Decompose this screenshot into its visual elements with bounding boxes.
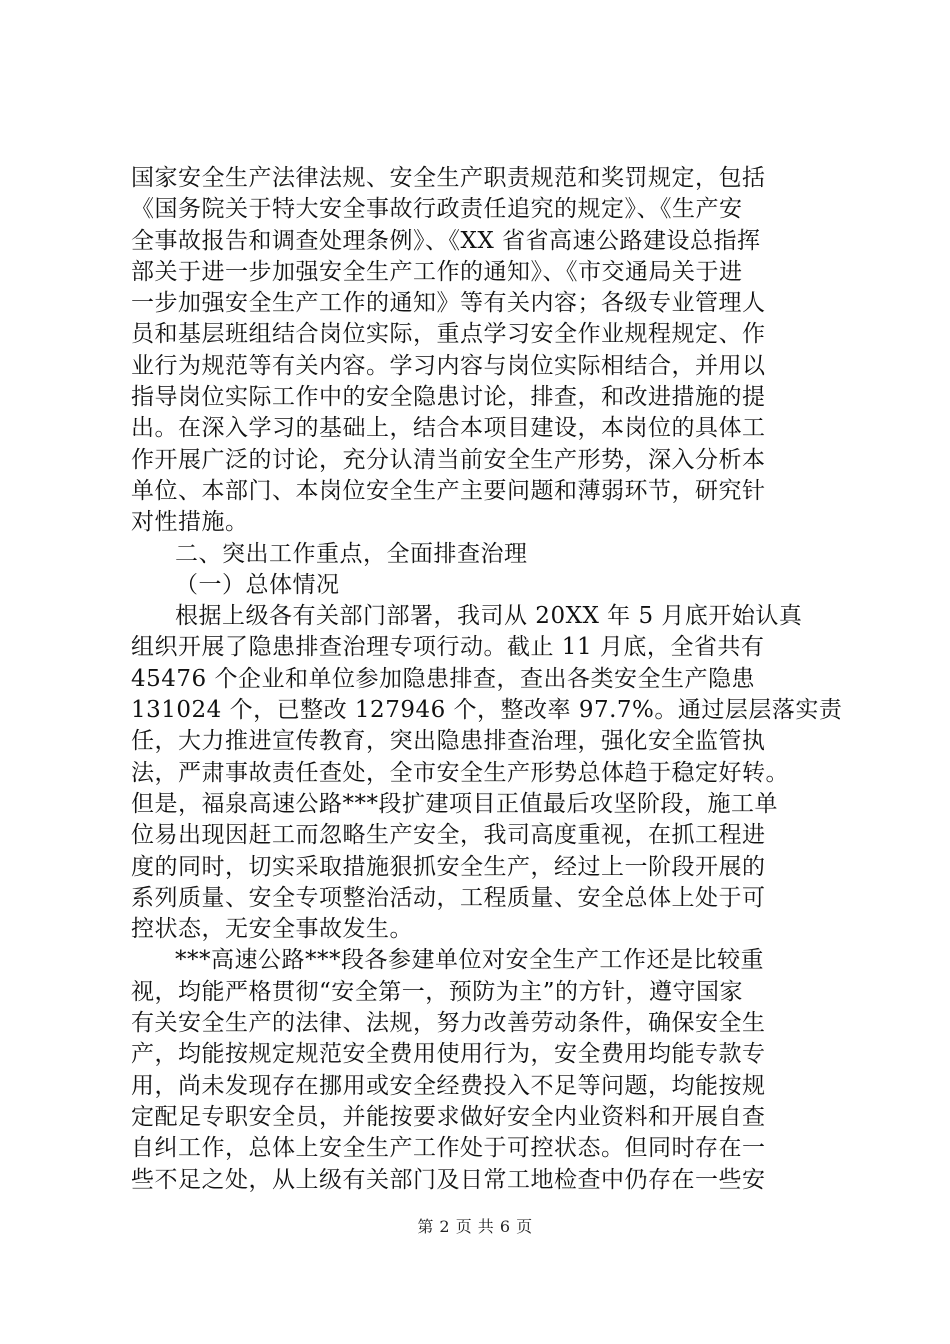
text-line: 些不足之处，从上级有关部门及日常工地检查中仍存在一些安	[131, 1166, 766, 1193]
text-line: 视，均能严格贯彻“安全第一，预防为主”的方针，遵守国家	[131, 978, 744, 1005]
text-line: 对性措施。	[131, 509, 249, 536]
text-line: 一步加强安全生产工作的通知》等有关内容；各级专业管理人	[131, 290, 766, 317]
text-line: 根据上级各有关部门部署，我司从 20XX 年 5 月底开始认真	[175, 603, 803, 630]
page-footer: 第 2 页 共 6 页	[417, 1217, 533, 1236]
body-text	[131, 163, 843, 1196]
text-line: 国家安全生产法律法规、安全生产职责规范和奖罚规定，包括	[131, 165, 766, 191]
text-line: 组织开展了隐患排查治理专项行动。截止 11 月底，全省共有	[131, 634, 765, 661]
text-line: 用，尚未发现存在挪用或安全经费投入不足等问题，均能按规	[131, 1072, 766, 1099]
text-line: 但是，福泉高速公路***段扩建项目正值最后攻坚阶段，施工单	[131, 790, 778, 817]
text-line: 131024 个，已整改 127946 个，整改率 97.7%。通过层层落实责	[131, 697, 843, 724]
text-line: 任，大力推进宣传教育，突出隐患排查治理，强化安全监管执	[131, 728, 766, 755]
text-line: 自纠工作，总体上安全生产工作处于可控状态。但同时存在一	[131, 1135, 766, 1162]
subsection-heading: （一）总体情况	[175, 571, 340, 598]
section-heading: 二、突出工作重点，全面排查治理	[175, 540, 528, 567]
text-line: 作开展广泛的讨论，充分认清当前安全生产形势，深入分析本	[131, 446, 766, 473]
text-line: 系列质量、安全专项整治活动，工程质量、安全总体上处于可	[131, 884, 766, 911]
text-line: 定配足专职安全员，并能按要求做好安全内业资料和开展自查	[131, 1103, 766, 1130]
text-line: 位易出现因赶工而忽略生产安全，我司高度重视，在抓工程进	[131, 822, 766, 849]
text-line: 部关于进一步加强安全生产工作的通知》、《市交通局关于进	[131, 258, 743, 285]
text-line: ***高速公路***段各参建单位对安全生产工作还是比较重	[175, 947, 764, 974]
text-line: 控状态，无安全事故发生。	[131, 916, 413, 943]
text-line: 法，严肃事故责任查处，全市安全生产形势总体趋于稳定好转。	[131, 759, 789, 786]
text-line: 度的同时，切实采取措施狠抓安全生产，经过上一阶段开展的	[131, 853, 766, 880]
text-line: 产，均能按规定规范安全费用使用行为，安全费用均能专款专	[131, 1041, 766, 1068]
text-line: 单位、本部门、本岗位安全生产主要问题和薄弱环节，研究针	[131, 477, 766, 504]
text-line: 员和基层班组结合岗位实际，重点学习安全作业规程规定、作	[131, 321, 766, 348]
text-line: 指导岗位实际工作中的安全隐患讨论，排查，和改进措施的提	[131, 384, 766, 411]
text-line: 出。在深入学习的基础上，结合本项目建设，本岗位的具体工	[131, 415, 766, 442]
text-line: 《国务院关于特大安全事故行政责任追究的规定》、《生产安	[131, 196, 743, 223]
text-line: 45476 个企业和单位参加隐患排查，查出各类安全生产隐患	[131, 665, 755, 692]
text-line: 全事故报告和调查处理条例》、《XX 省省高速公路建设总指挥	[131, 227, 761, 254]
text-line: 业行为规范等有关内容。学习内容与岗位实际相结合，并用以	[131, 352, 766, 379]
text-line: 有关安全生产的法律、法规，努力改善劳动条件，确保安全生	[131, 1010, 766, 1037]
